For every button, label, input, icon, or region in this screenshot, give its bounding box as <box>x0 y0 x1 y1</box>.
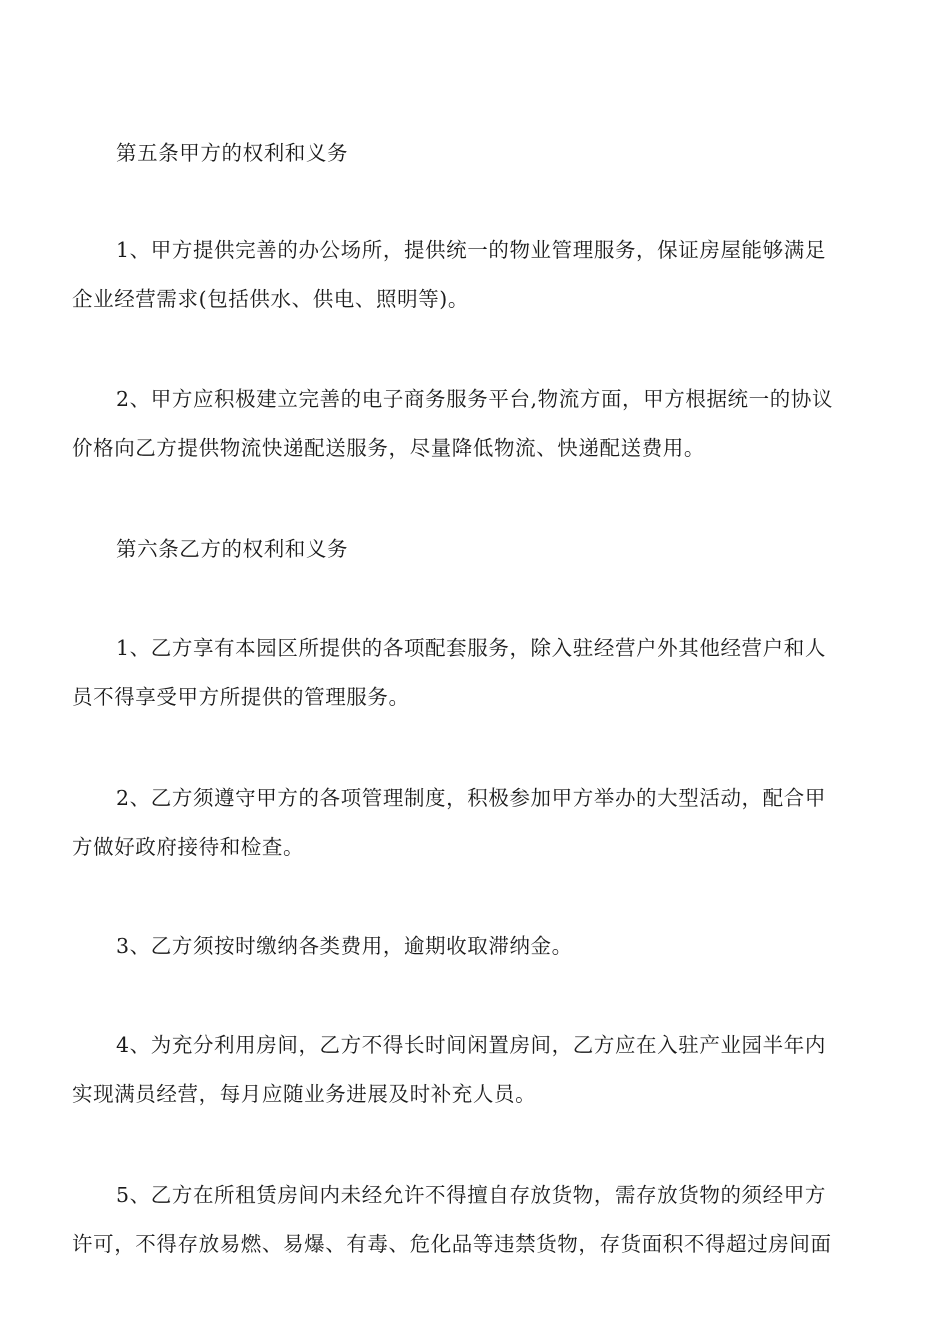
article-5-heading: 第五条甲方的权利和义务 <box>116 141 349 165</box>
article-5-clause-1: 1、甲方提供完善的办公场所，提供统一的物业管理服务，保证房屋能够满足 企业经营需求(包括供水、供电、照明等)。 <box>72 238 826 311</box>
article-6-heading: 第六条乙方的权利和义务 <box>116 537 349 561</box>
article-5-clause-2: 2、甲方应积极建立完善的电子商务服务平台,物流方面，甲方根据统一的协议 价格向乙方提供物流快递配送服务，尽量降低物流、快递配送费用。 <box>72 387 834 460</box>
article-6-clause-4: 4、为充分利用房间，乙方不得长时间闲置房间，乙方应在入驻产业园半年内 实现满员经营，每月应随业务进展及时补充人员。 <box>72 1033 826 1106</box>
article-6-clause-3: 3、乙方须按时缴纳各类费用，逾期收取滞纳金。 <box>116 934 573 958</box>
article-6-clause-5: 5、乙方在所租赁房间内未经允许不得擅自存放货物，需存放货物的须经甲方 许可，不得存放易燃、易爆、有毒、危化品等违禁货物，存货面积不得超过房间面 <box>72 1183 832 1256</box>
article-6-clause-1: 1、乙方享有本园区所提供的各项配套服务，除入驻经营户外其他经营户和人 员不得享受甲方所提供的管理服务。 <box>72 636 826 709</box>
article-6-clause-2: 2、乙方须遵守甲方的各项管理制度，积极参加甲方举办的大型活动，配合甲 方做好政府接待和检查。 <box>72 786 826 859</box>
